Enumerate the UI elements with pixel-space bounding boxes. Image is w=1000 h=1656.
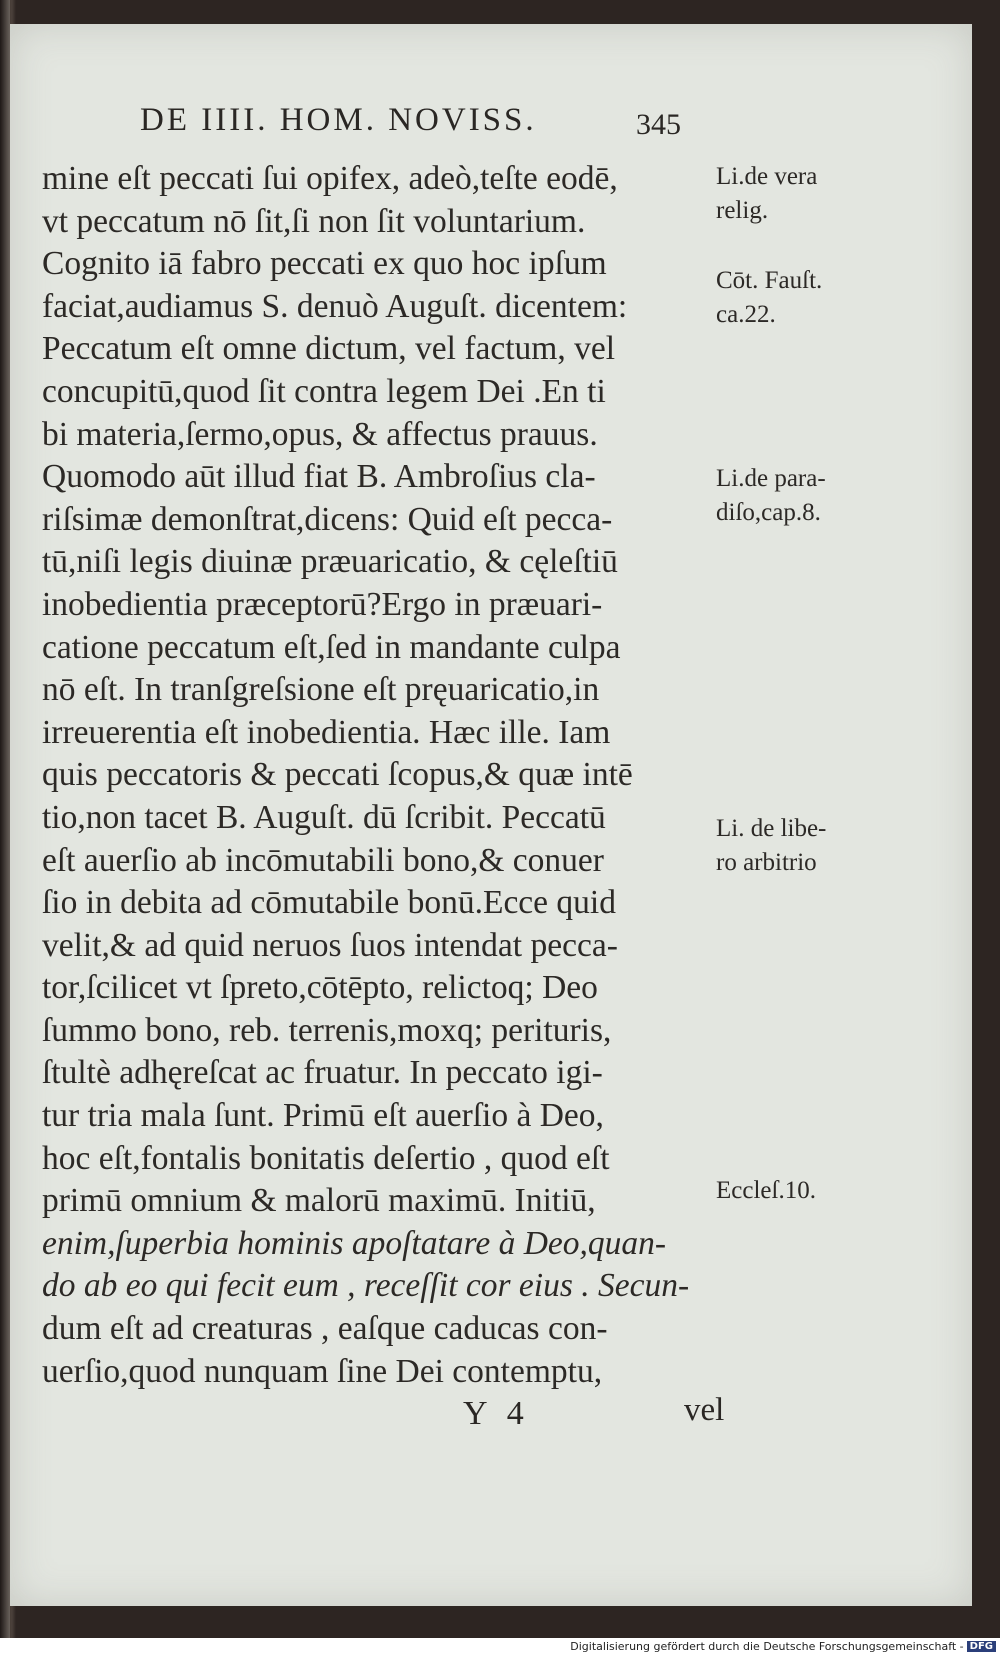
text-line: Quomodo aūt illud fiat B. Ambroſius cla- [42,458,596,496]
text-line: nō eſt. In tranſgreſsione eſt pręuaricatio,in [42,671,600,709]
text-line: ſio in debita ad cōmutabile bonū.Ecce quid [42,884,616,922]
text-line: Peccatum eſt omne dictum, vel factum, vel [42,330,616,368]
credit-text: Digitalisierung gefördert durch die Deutsche Forschungsgemeinschaft - [570,1640,964,1653]
margin-note-contra-faustum: Cōt. Fauſt. ca.22. [716,267,823,328]
catchword: vel [684,1392,725,1428]
text-line: mine eſt peccati ſui opifex, adeò,teſte eodē, [42,160,618,197]
text-line: vt peccatum nō ſit,ſi non ſit voluntarium. [42,202,586,240]
text-line: uerſio,quod nunquam ſine Dei contemptu, [42,1352,603,1390]
text-line: inobedientia præceptorū?Ergo in præuari- [42,585,603,623]
text-line: faciat,audiamus S. denuò Auguſt. dicentem: [42,287,628,325]
text-line: eſt auerſio ab incōmutabili bono,& conuer [42,841,604,879]
margin-note-ecclesiasticus: Eccleſ.10. [716,1177,816,1204]
text-line: tor,ſcilicet vt ſpreto,cōtēpto, relictoq; Deo [42,969,598,1007]
digitization-credit [570,1640,996,1653]
text-line: hoc eſt,fontalis bonitatis deſertio , quod eſt [42,1139,610,1177]
margin-note-de-paradiso: Li.de para- diſo,cap.8. [716,465,826,526]
text-line: dum eſt ad creaturas , eaſque caducas con- [42,1310,608,1348]
text-line: primū omnium & malorū maximū. Initiū, [42,1182,596,1220]
page-number: 345 [636,108,681,141]
margin-note-de-libero-arbitrio: Li. de libe- ro arbitrio [716,815,827,876]
text-line-italic: do ab eo qui fecit eum , receſſit cor eius . Secun- [42,1267,690,1305]
margin-note-de-vera-relig: Li.de vera relig. [716,163,818,224]
signature-mark: Y 4 [463,1395,530,1432]
text-line: ſtultè adhęreſcat ac fruatur. In peccato igi- [42,1054,603,1092]
text-line: Cognito iā fabro peccati ex quo hoc ipſum [42,245,607,283]
running-head: DE IIII. HOM. NOVISS. [140,102,537,138]
text-line: tū,niſi legis diuinæ præuaricatio, & cęleſtiū [42,543,618,581]
dfg-logo: DFG [967,1641,996,1652]
text-line: velit,& ad quid neruos ſuos intendat pecca- [42,926,618,964]
body-text [42,158,722,1393]
text-line: bi materia,ſermo,opus, & affectus prauus. [42,415,598,453]
text-line: riſsimæ demonſtrat,dicens: Quid eſt pecca- [42,500,613,538]
text-line: quis peccatoris & peccati ſcopus,& quæ intē [42,756,633,794]
text-line: ſummo bono, reb. terrenis,moxq; perituris, [42,1011,612,1049]
text-line: catione peccatum eſt,ſed in mandante culpa [42,628,621,666]
text-line: irreuerentia eſt inobedientia. Hæc ille. Iam [42,713,611,751]
book-edge [0,0,10,1656]
text-line-italic: enim,ſuperbia hominis apoſtatare à Deo,quan- [42,1224,667,1262]
text-line: tio,non tacet B. Auguſt. dū ſcribit. Peccatū [42,798,606,836]
text-line: concupitū,quod ſit contra legem Dei .En ti [42,372,606,410]
text-line: tur tria mala ſunt. Primū eſt auerſio à Deo, [42,1097,604,1135]
